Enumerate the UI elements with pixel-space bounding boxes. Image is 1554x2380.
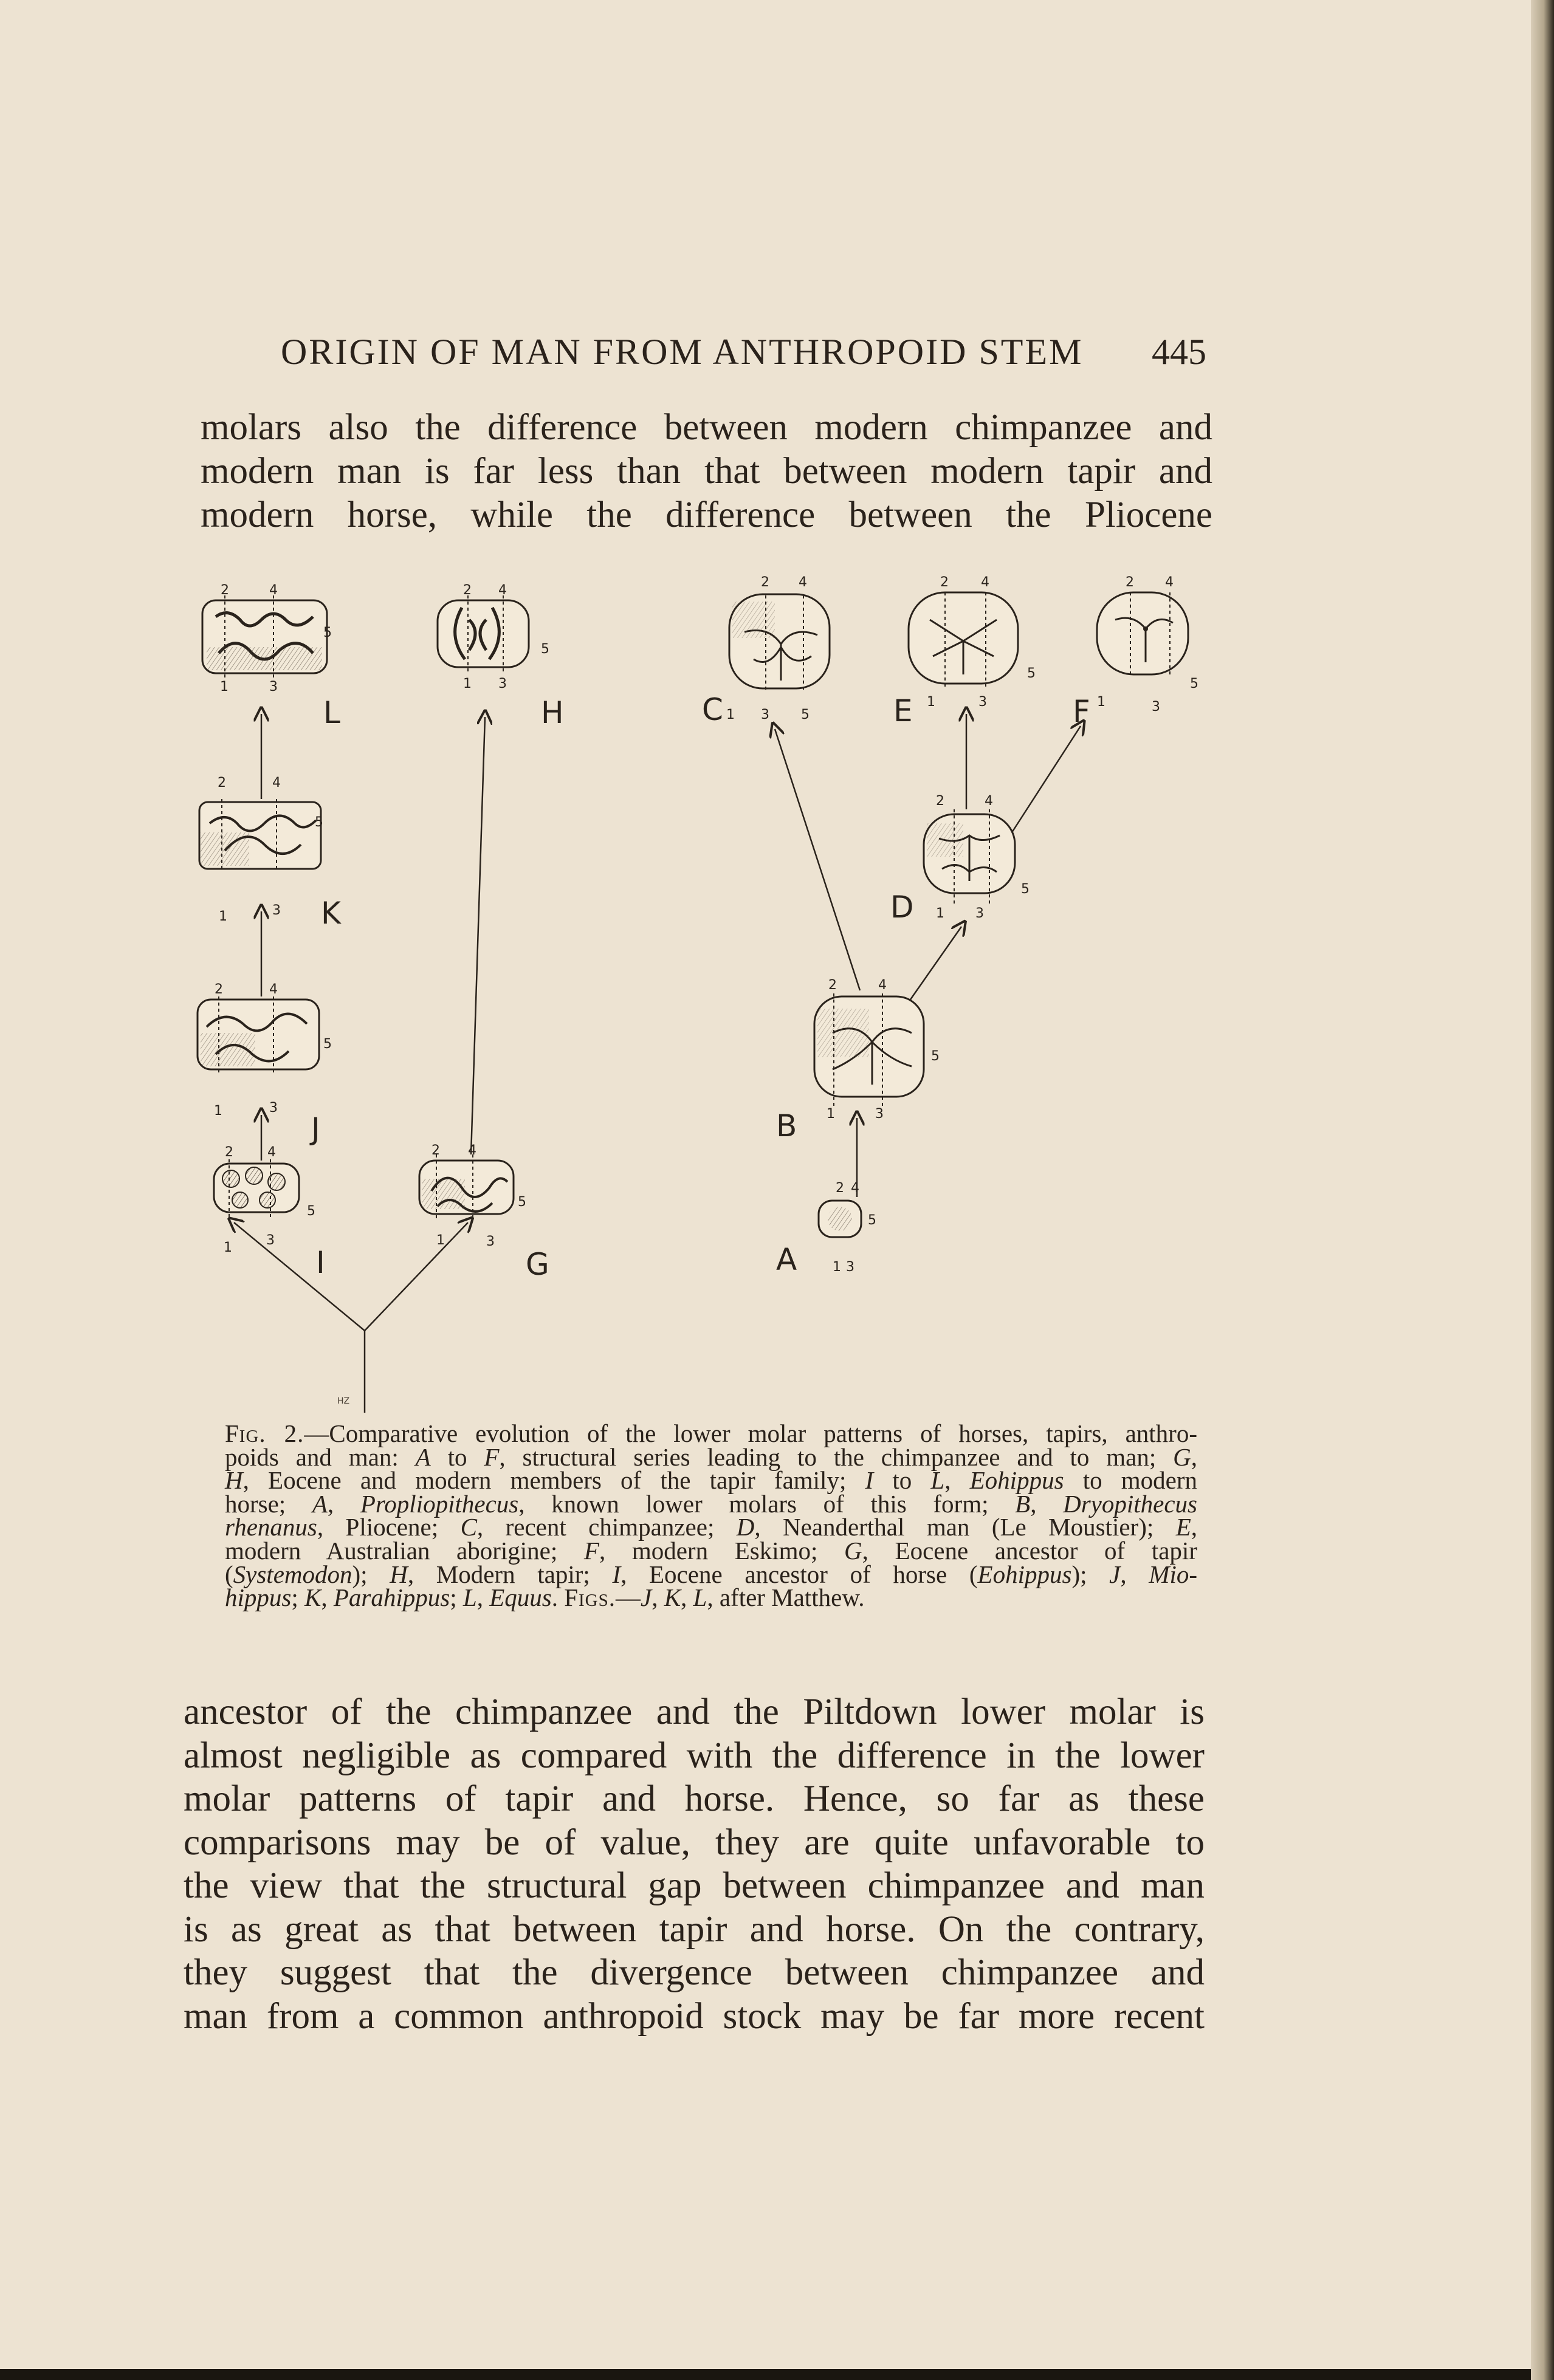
molar-G (419, 1161, 514, 1214)
caption-line: hippus; K, Parahippus; L, Equus. Figs.—J, K, L, after Matthew. (225, 1583, 865, 1612)
cusp-2: 2 (828, 978, 837, 993)
cusp-4: 4 (851, 1181, 859, 1196)
cusp-1: 1 (214, 1103, 222, 1119)
label-I: I (316, 1245, 325, 1280)
cusp-2: 2 (836, 1181, 844, 1196)
molar-evolution-figure (182, 547, 1240, 1413)
cusp-2: 2 (1126, 575, 1134, 590)
cusp-1: 1 (833, 1260, 841, 1275)
paragraph-bottom (184, 1690, 1205, 2038)
cusp-numbers (214, 575, 1198, 1275)
text-line: comparisons may be of value, they are quite unfavorable to (184, 1822, 1205, 1863)
caption-line: (Systemodon); H, Modern tapir; I, Eocene ancestor of horse (Eohippus); J, Mio- (225, 1560, 1197, 1588)
cusp-2: 2 (761, 575, 769, 590)
cusp-5: 5 (307, 1204, 315, 1219)
cusp-3: 3 (1152, 699, 1160, 715)
cusp-1: 1 (927, 694, 935, 710)
label-G: G (526, 1247, 549, 1282)
cusp-4: 4 (981, 575, 989, 590)
cusp-3: 3 (846, 1260, 854, 1275)
caption-line: Fig. 2.—Comparative evolution of the lower molar patterns of horses, tapirs, anthro- (225, 1419, 1197, 1447)
figure-label: Fig. 2. (225, 1419, 304, 1447)
cusp-5: 5 (323, 1037, 332, 1052)
cusp-2: 2 (218, 775, 226, 790)
cusp-3: 3 (875, 1106, 884, 1122)
cusp-5: 5 (323, 625, 332, 640)
cusp-4: 4 (498, 583, 507, 598)
cusp-5: 5 (931, 1049, 940, 1064)
cusp-1: 1 (936, 906, 944, 921)
molar-I (214, 1164, 299, 1212)
cusp-3: 3 (975, 906, 984, 921)
cusp-1: 1 (726, 707, 735, 722)
caption-line: rhenanus, Pliocene; C, recent chimpanzee; D, Neanderthal man (Le Moustier); E, (225, 1513, 1197, 1542)
figure-drawing (182, 547, 1240, 1413)
text-line: ancestor of the chimpanzee and the Piltdown lower molar is (184, 1692, 1205, 1732)
label-H: H (541, 695, 564, 730)
text-line: man from a common anthropoid stock may be far more recent (184, 1995, 1205, 2037)
cusp-3: 3 (266, 1233, 275, 1248)
label-L: L (323, 695, 340, 730)
cusp-2: 2 (215, 982, 223, 997)
cusp-4: 4 (799, 575, 807, 590)
cusp-2: 2 (221, 583, 229, 598)
molar-E (909, 592, 1018, 684)
molar-F (1097, 592, 1188, 674)
cusp-5: 5 (868, 1213, 876, 1228)
cusp-2: 2 (431, 1143, 440, 1158)
caption-line: poids and man: A to F, structural series leading to the chimpanzee and to man; G, (225, 1442, 1197, 1471)
cusp-4: 4 (267, 1145, 276, 1160)
cusp-3: 3 (486, 1234, 495, 1249)
text-line: almost negligible as compared with the difference in the lower (184, 1735, 1205, 1776)
text-line: they suggest that the divergence between chimpanzee and (184, 1952, 1205, 1993)
label-F: F (1073, 694, 1090, 729)
cusp-3: 3 (978, 694, 987, 710)
cusp-1: 1 (224, 1240, 232, 1255)
cusp-5: 5 (1027, 666, 1036, 681)
label-K: K (321, 896, 341, 931)
figure-caption (225, 1419, 1198, 1612)
molar-H (438, 600, 529, 667)
cusp-5: 5 (1021, 882, 1030, 897)
cusp-3: 3 (269, 679, 278, 694)
cusp-4: 4 (272, 775, 281, 790)
cusp-2: 2 (936, 794, 944, 809)
cusp-1: 1 (219, 909, 227, 924)
cusp-5: 5 (1190, 676, 1198, 691)
cusp-5: 5 (315, 815, 323, 830)
cusp-4: 4 (985, 794, 993, 809)
molar-L (202, 600, 327, 673)
cusp-5: 5 (541, 642, 549, 657)
cusp-1: 1 (1097, 694, 1105, 710)
text-line: molar patterns of tapir and horse. Hence, so far as these (184, 1778, 1205, 1819)
text-line: is as great as that between tapir and horse. On the contrary, (184, 1908, 1205, 1950)
cusp-2: 2 (463, 583, 472, 598)
molar-C (729, 594, 830, 688)
cusp-guides (219, 592, 1170, 1218)
label-A: A (776, 1242, 797, 1277)
artist-initials: HZ (337, 1396, 350, 1406)
cusp-1: 1 (463, 676, 472, 691)
cusp-5: 5 (518, 1195, 526, 1210)
caption-line: modern Australian aborigine; F, modern Eskimo; G, Eocene ancestor of tapir (225, 1536, 1197, 1565)
text-line: modern horse, while the difference between the Pliocene (201, 495, 1212, 535)
cusp-4: 4 (269, 982, 278, 997)
running-title: ORIGIN OF MAN FROM ANTHROPOID STEM (281, 332, 1084, 372)
cusp-2: 2 (225, 1145, 233, 1160)
cusp-1: 1 (436, 1233, 445, 1248)
label-D: D (890, 890, 914, 925)
cusp-5: 5 (801, 707, 810, 722)
molar-K (199, 802, 321, 869)
cusp-3: 3 (498, 676, 507, 691)
caption-line: horse; A, Propliopithecus, known lower molars of this form; B, Dryopithecus (225, 1489, 1198, 1518)
cusp-3: 3 (761, 707, 769, 722)
cusp-1: 1 (827, 1106, 835, 1122)
cusp-2: 2 (940, 575, 949, 590)
page-number: 445 (1152, 332, 1206, 372)
page-bottom-edge (0, 2369, 1554, 2380)
cusp-3: 3 (269, 1100, 278, 1116)
molar-D (924, 814, 1015, 893)
text-line: molars also the difference between modern chimpanzee and (201, 407, 1212, 448)
caption-line: H, Eocene and modern members of the tapir family; I to L, Eohippus to modern (225, 1466, 1198, 1495)
molar-B (814, 996, 924, 1097)
label-E: E (893, 693, 913, 729)
molar-A (819, 1201, 861, 1237)
text-line: the view that the structural gap between chimpanzee and man (184, 1865, 1205, 1906)
molar-J (198, 1000, 319, 1069)
text-line: modern man is far less than that between modern tapir and (201, 451, 1212, 492)
cusp-4: 4 (878, 978, 887, 993)
cusp-4: 4 (269, 583, 278, 598)
label-B: B (776, 1108, 797, 1144)
label-C: C (702, 692, 723, 727)
label-J: J (311, 1111, 320, 1147)
cusp-4: 4 (1165, 575, 1174, 590)
paragraph-top (201, 406, 1212, 537)
cusp-4: 4 (468, 1143, 476, 1158)
cusp-3: 3 (272, 903, 281, 918)
cusp-1: 1 (220, 679, 229, 694)
